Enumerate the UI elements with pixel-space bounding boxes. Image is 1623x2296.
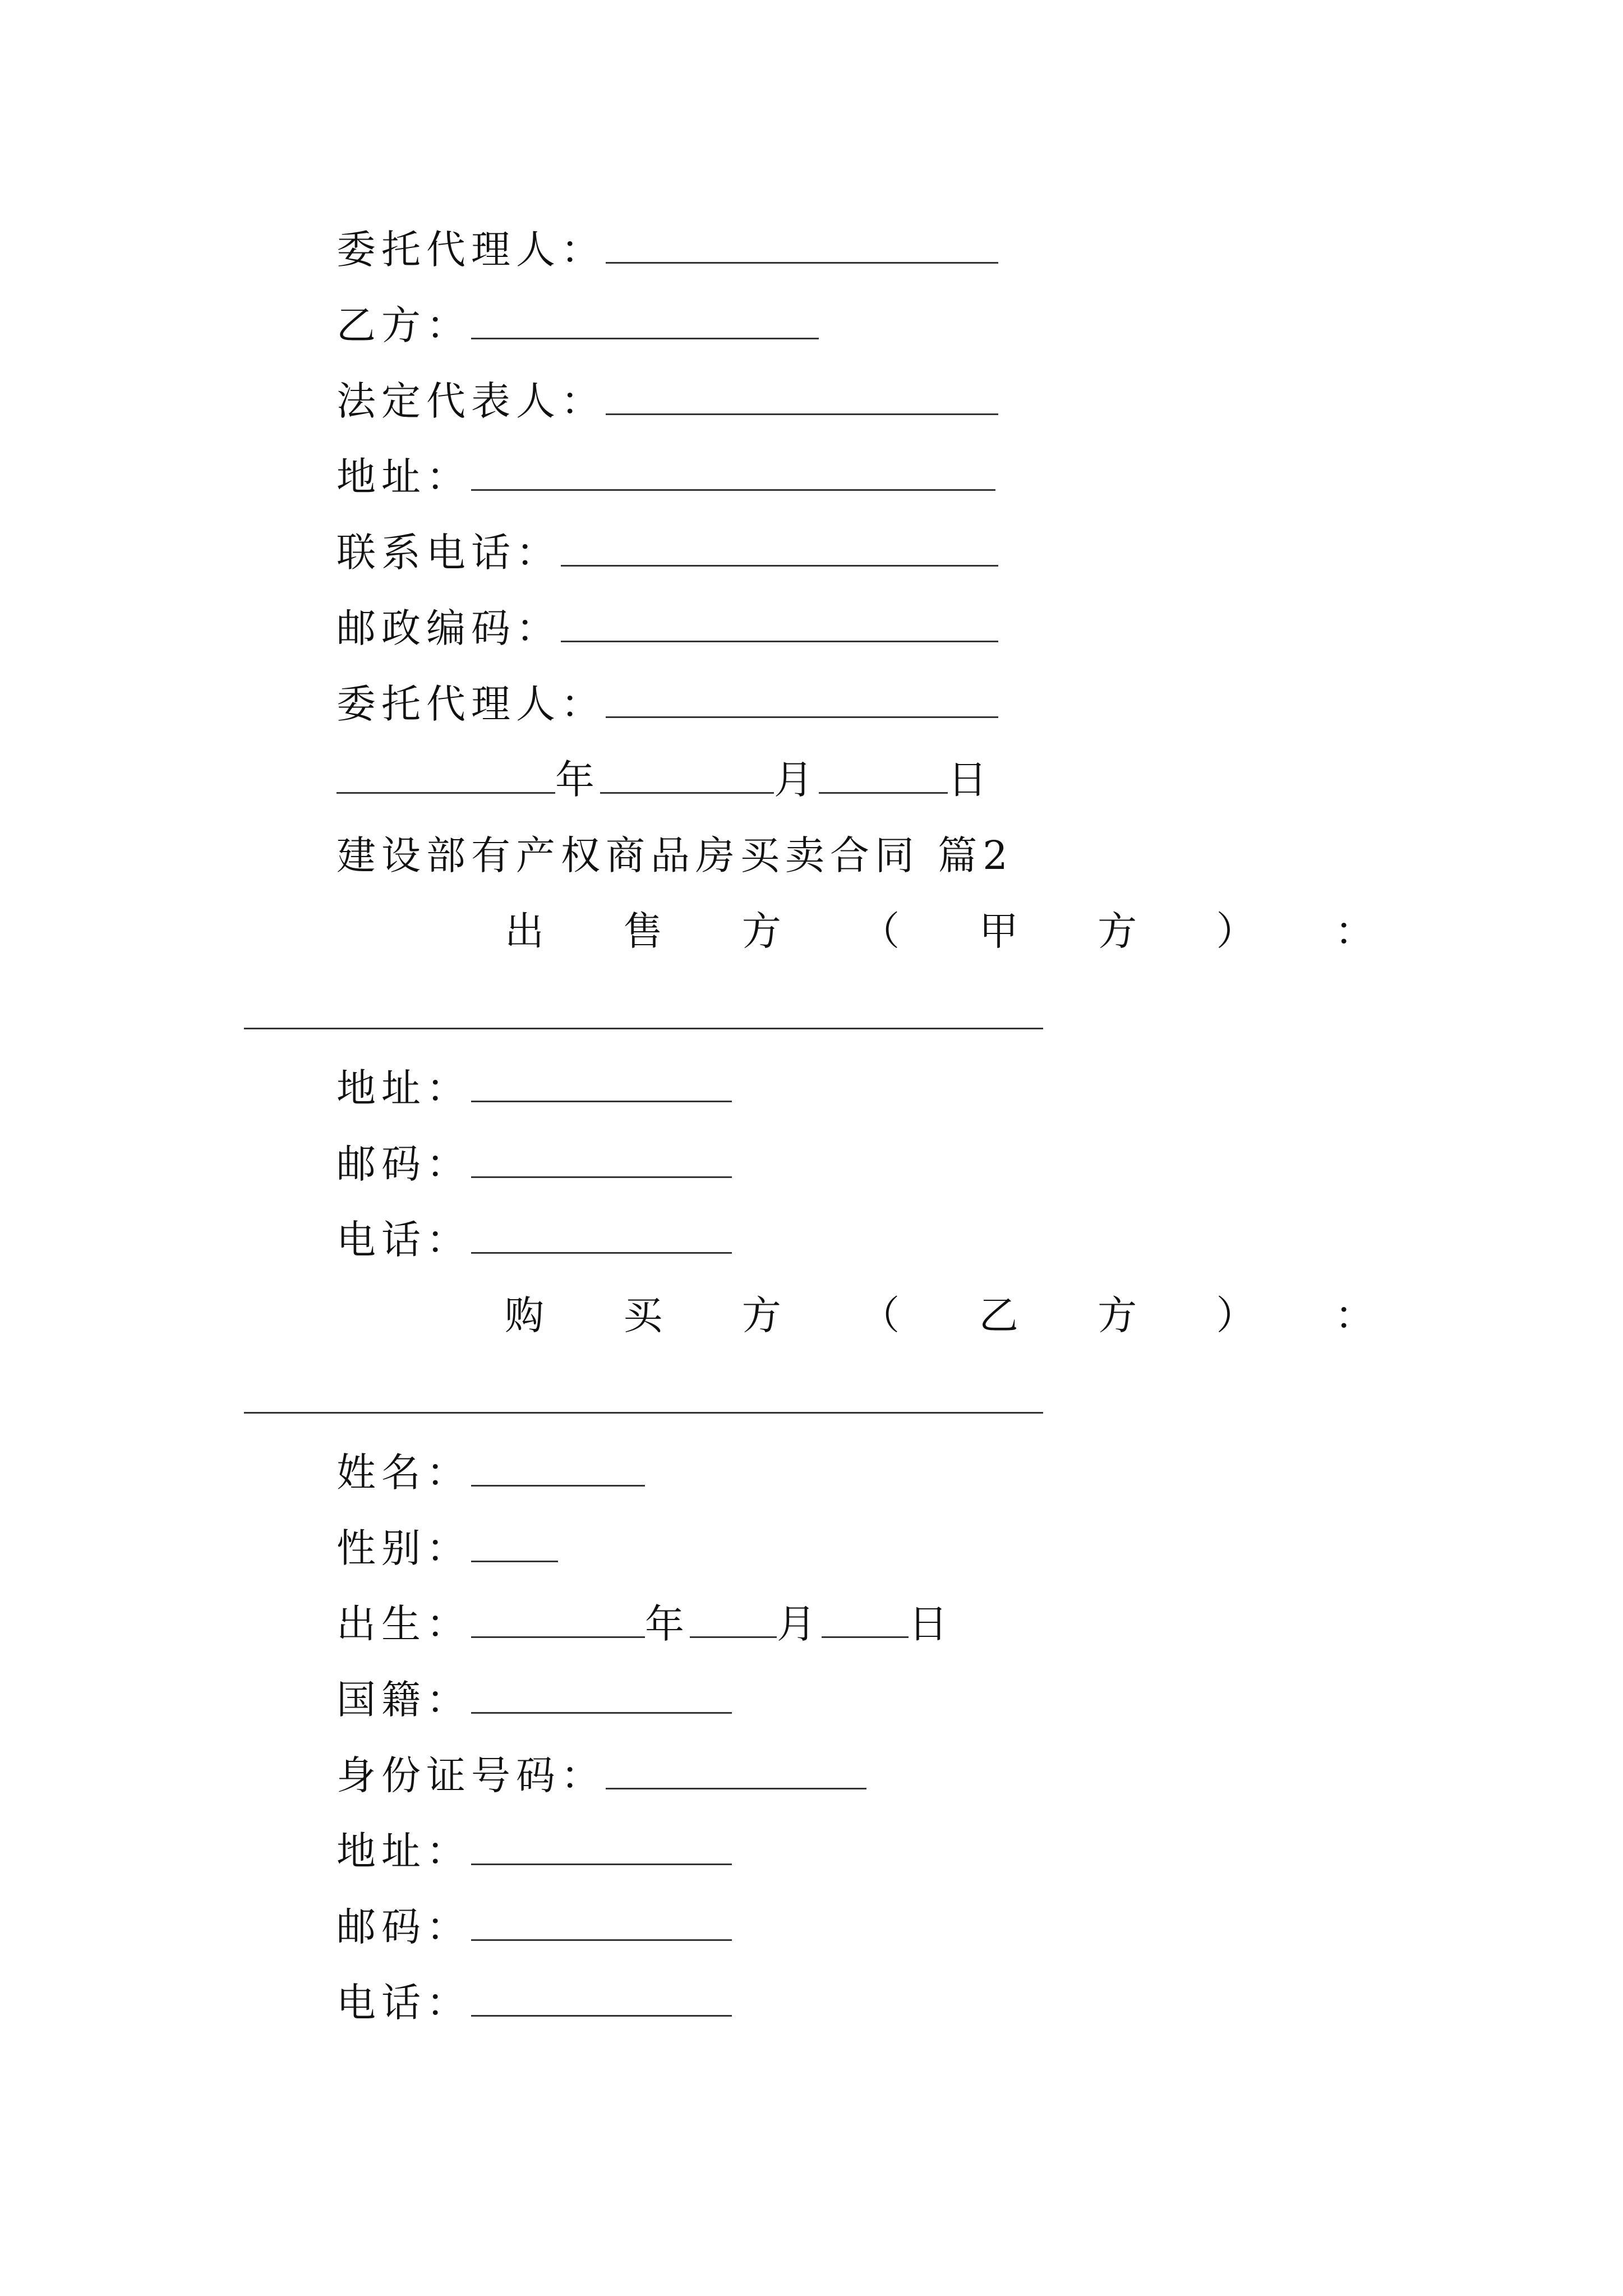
party-b-legal-rep-blank[interactable] — [606, 409, 998, 415]
buyer-phone-label: 电话： — [336, 1980, 471, 2026]
seller-heading-char: 方 — [741, 908, 781, 954]
seller-heading-char: ） — [1216, 908, 1256, 954]
party-b-agent-label: 委托代理人： — [336, 681, 606, 727]
seller-heading-char: ： — [1334, 908, 1374, 954]
buyer-postcode-blank[interactable] — [471, 1935, 732, 1941]
buyer-id-line — [336, 1733, 866, 1798]
date-year-label: 年 — [555, 757, 600, 803]
buyer-address-line — [336, 1809, 732, 1874]
party-b-address-blank[interactable] — [471, 485, 995, 491]
buyer-heading-char: 乙 — [979, 1292, 1018, 1338]
party-b-legal-rep-line — [336, 359, 998, 424]
seller-heading-char: 出 — [505, 908, 544, 954]
buyer-birth-month-blank[interactable] — [690, 1632, 777, 1638]
buyer-birth-line — [336, 1582, 953, 1647]
seller-address-line — [336, 1046, 732, 1111]
party-b-legal-rep-label: 法定代表人： — [336, 378, 606, 424]
party-b-address-label: 地址： — [336, 454, 471, 500]
seller-phone-label: 电话： — [336, 1217, 471, 1263]
buyer-id-blank[interactable] — [606, 1783, 866, 1789]
buyer-heading-char: 方 — [741, 1292, 781, 1338]
party-b-phone-blank[interactable] — [561, 560, 998, 567]
party-b-agent-blank[interactable] — [606, 712, 998, 718]
buyer-birth-month-label: 月 — [777, 1601, 822, 1647]
seller-postcode-label: 邮码： — [336, 1141, 471, 1187]
date-day-blank[interactable] — [819, 788, 948, 794]
party-b-blank[interactable] — [471, 333, 819, 339]
section-title — [336, 813, 1013, 878]
buyer-birth-day-label: 日 — [909, 1601, 953, 1647]
seller-name-blank[interactable] — [244, 1028, 1043, 1029]
date-day-label: 日 — [948, 757, 993, 803]
party-a-agent-line — [336, 208, 998, 273]
seller-phone-line — [336, 1198, 732, 1263]
buyer-heading-char: （ — [860, 1292, 900, 1338]
buyer-address-label: 地址： — [336, 1828, 471, 1874]
buyer-gender-label: 性别： — [336, 1525, 471, 1571]
buyer-phone-blank[interactable] — [471, 2010, 732, 2017]
date-month-blank[interactable] — [600, 788, 774, 794]
party-b-phone-line — [336, 510, 998, 576]
buyer-birth-label: 出生： — [336, 1601, 471, 1647]
seller-heading-char: 售 — [623, 908, 663, 954]
date-month-label: 月 — [774, 757, 819, 803]
date-line — [336, 738, 993, 803]
buyer-name-line — [336, 1430, 645, 1496]
party-a-agent-blank[interactable] — [606, 257, 998, 264]
buyer-heading-char: 买 — [623, 1292, 663, 1338]
seller-address-blank[interactable] — [471, 1096, 732, 1102]
buyer-postcode-label: 邮码： — [336, 1904, 471, 1950]
buyer-nationality-blank[interactable] — [471, 1708, 732, 1714]
buyer-address-blank[interactable] — [471, 1859, 732, 1865]
buyer-heading-char: ） — [1216, 1292, 1256, 1338]
party-a-agent-label: 委托代理人： — [336, 227, 606, 273]
buyer-heading-char: ： — [1334, 1292, 1374, 1338]
seller-address-label: 地址： — [336, 1065, 471, 1111]
buyer-birth-day-blank[interactable] — [822, 1632, 909, 1638]
buyer-heading — [336, 1273, 1374, 1338]
seller-heading — [336, 889, 1374, 954]
buyer-name-field-blank[interactable] — [471, 1480, 645, 1487]
date-year-blank[interactable] — [336, 788, 555, 794]
party-b-line — [336, 283, 819, 348]
buyer-nationality-line — [336, 1658, 732, 1723]
party-b-address-line — [336, 435, 995, 500]
buyer-nationality-label: 国籍： — [336, 1677, 471, 1723]
seller-phone-blank[interactable] — [471, 1248, 732, 1254]
buyer-birth-year-blank[interactable] — [471, 1632, 645, 1638]
party-b-label: 乙方： — [336, 302, 471, 348]
party-b-postcode-label: 邮政编码： — [336, 605, 561, 651]
party-b-postcode-blank[interactable] — [561, 636, 998, 642]
seller-postcode-blank[interactable] — [471, 1172, 732, 1178]
buyer-heading-char: 方 — [1098, 1292, 1137, 1338]
seller-heading-char: （ — [860, 908, 900, 954]
party-b-phone-label: 联系电话： — [336, 530, 561, 576]
buyer-gender-line — [336, 1506, 558, 1571]
seller-heading-char: 甲 — [979, 908, 1018, 954]
section-title-text: 建设部有产权商品房买卖合同 篇2 — [336, 832, 1013, 878]
buyer-id-label: 身份证号码： — [336, 1752, 606, 1798]
buyer-name-blank[interactable] — [244, 1412, 1043, 1414]
party-b-agent-line — [336, 662, 998, 727]
party-b-postcode-line — [336, 586, 998, 651]
seller-postcode-line — [336, 1122, 732, 1187]
buyer-gender-blank[interactable] — [471, 1556, 558, 1562]
buyer-name-label: 姓名： — [336, 1450, 471, 1496]
buyer-phone-line — [336, 1961, 732, 2026]
buyer-postcode-line — [336, 1885, 732, 1950]
seller-heading-char: 方 — [1098, 908, 1137, 954]
buyer-heading-char: 购 — [505, 1292, 544, 1338]
buyer-birth-year-label: 年 — [645, 1601, 690, 1647]
